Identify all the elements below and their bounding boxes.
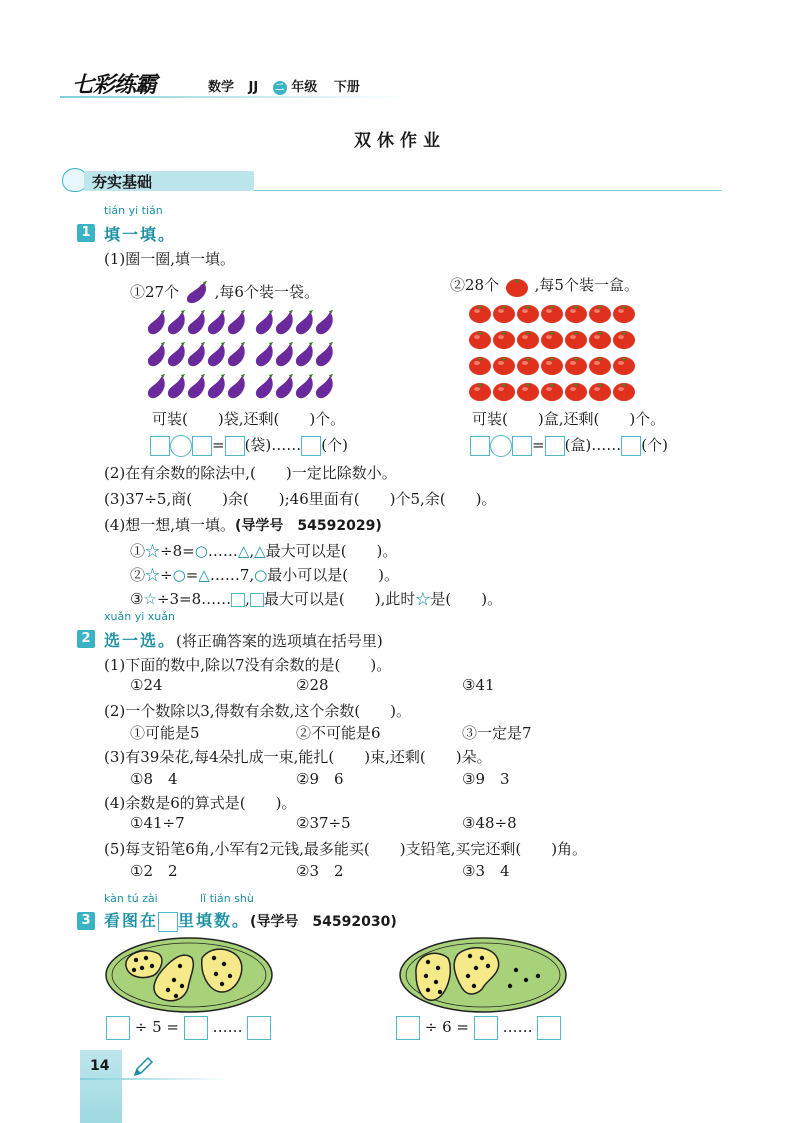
q2-note: (将正确答案的选项填在括号里): [176, 632, 383, 650]
eggplant-icon: [146, 374, 168, 404]
answer-box[interactable]: [512, 436, 532, 456]
circle-icon: ○: [172, 566, 186, 584]
q1-p1-label: (1)圈一圈,填一填。: [104, 250, 236, 268]
eggplant-icon: [294, 374, 316, 404]
answer-box[interactable]: [470, 436, 490, 456]
section-banner: [62, 168, 722, 194]
expr-part: ÷3=8……: [156, 590, 232, 608]
tomato-icon: [468, 300, 492, 328]
plate-illustration-1: [104, 936, 274, 1014]
tomato-icon: [588, 378, 612, 406]
tomato-icon: [540, 300, 564, 328]
eggplant-icon: [226, 310, 248, 340]
answer-box[interactable]: [225, 436, 245, 456]
unit-bags: (袋)……: [244, 436, 302, 454]
q2-title-row: [104, 628, 383, 651]
q1-pinyin: tián yi tián: [104, 204, 163, 217]
title-box-icon: [158, 912, 178, 932]
q1-p1a-post: ,每6个装一袋。: [214, 283, 319, 301]
eggplant-icon: [314, 374, 336, 404]
plate-illustration-2: [398, 936, 568, 1014]
q2-option-c[interactable]: ③一定是7: [462, 724, 532, 742]
footer-line: [80, 1078, 230, 1080]
item-mark: ②: [130, 566, 146, 584]
tomato-icon: [468, 378, 492, 406]
eggplant-icon: [254, 374, 276, 404]
eggplant-icon: [206, 310, 228, 340]
banner-line: [254, 190, 722, 191]
expr-part: ÷8=: [160, 542, 195, 560]
q1-p1a-eq: [150, 434, 348, 457]
page-title: 双休作业: [354, 131, 446, 151]
q2-option-b[interactable]: ②28: [296, 676, 329, 694]
tomato-icon: [468, 326, 492, 354]
answer-box[interactable]: [192, 436, 212, 456]
q3-title-a: 看图在: [104, 911, 159, 930]
q1-p4-label: [104, 514, 382, 535]
expr-part: 最大可以是( ),此时: [263, 590, 416, 608]
q1-p1b-pre: ②28个: [450, 276, 500, 294]
eggplant-icon: [226, 374, 248, 404]
q1-p4-text: (4)想一想,填一填。: [104, 516, 236, 534]
eggplant-icon: [206, 374, 228, 404]
eggplant-icon: [186, 310, 208, 340]
q1-body: [104, 248, 744, 608]
q2-option-c[interactable]: ③48÷8: [462, 814, 517, 832]
header-grade: 年级: [291, 80, 318, 95]
q3-title-b: 里填数。: [178, 911, 251, 930]
q1-p1b-eq: [470, 434, 668, 457]
circle-icon: ○: [194, 542, 208, 560]
eggplant-icon: [254, 342, 276, 372]
answer-box[interactable]: [621, 436, 641, 456]
q2-option-c[interactable]: ③41: [462, 676, 495, 694]
q1-p1b-post: ,每5个装一盒。: [534, 276, 639, 294]
q1-p3: (3)37÷5,商( )余( );46里面有( )个5,余( )。: [104, 490, 497, 508]
q2-question: (1)下面的数中,除以7没有余数的是( )。: [104, 656, 392, 674]
answer-box[interactable]: [474, 1016, 498, 1040]
q2-option-b[interactable]: ②37÷5: [296, 814, 351, 832]
expr-part: ……7,: [209, 566, 255, 584]
tomato-icon: [612, 352, 636, 380]
triangle-icon: △: [254, 542, 266, 560]
eggplant-icon: [166, 342, 188, 372]
answer-box[interactable]: [106, 1016, 130, 1040]
q2-option-b[interactable]: ②9 6: [296, 770, 344, 788]
triangle-icon: △: [198, 566, 210, 584]
eggplant-icon: [226, 342, 248, 372]
expr-part: ,: [249, 542, 255, 560]
expr-part: ÷: [160, 566, 173, 584]
eggplant-icon: [166, 310, 188, 340]
tomato-icon: [492, 300, 516, 328]
operator-circle[interactable]: [490, 435, 512, 457]
tomato-icon: [612, 378, 636, 406]
q3-title-row: [104, 908, 397, 932]
tomato-grid: [468, 300, 638, 410]
expr-part: 最小可以是( )。: [267, 566, 399, 584]
q1-p4-1: [130, 540, 397, 561]
answer-box[interactable]: [396, 1016, 420, 1040]
answer-box[interactable]: [537, 1016, 561, 1040]
grade-badge: 二: [273, 81, 287, 95]
tomato-icon: [564, 326, 588, 354]
q2-option-b[interactable]: ②3 2: [296, 862, 344, 880]
q1-p1a-fill: 可装( )袋,还剩( )个。: [152, 410, 346, 428]
q1-number: 1: [77, 224, 95, 242]
header-subject: [208, 76, 360, 95]
q2-option-a[interactable]: ①可能是5: [130, 724, 200, 742]
eggplant-icon: [146, 342, 168, 372]
q2-title: 选一选。: [104, 631, 177, 650]
eggplant-icon: [254, 310, 276, 340]
tomato-icon: [492, 326, 516, 354]
item-mark: ①: [130, 542, 146, 560]
eggplant-icon: [146, 310, 168, 340]
eq-dots: ……: [212, 1018, 243, 1036]
tomato-icon: [588, 352, 612, 380]
page-number: 14: [90, 1058, 110, 1074]
q1-p1a: [130, 280, 319, 306]
expr-part: ,: [245, 590, 250, 608]
equals-sign: =: [532, 436, 545, 454]
brand-logo: 七彩练霸: [72, 72, 157, 98]
circle-icon: ○: [254, 566, 268, 584]
tomato-icon: [504, 274, 530, 298]
expr-part: 最大可以是( )。: [265, 542, 398, 560]
expr-part: =: [185, 566, 199, 584]
tomato-icon: [540, 378, 564, 406]
pencil-icon: [132, 1056, 154, 1078]
guide-number: (导学号 54592029): [235, 518, 382, 534]
banner-text: 夯实基础: [92, 173, 153, 191]
tomato-icon: [516, 300, 540, 328]
eggplant-icon: [274, 342, 296, 372]
q2-option-a[interactable]: ①24: [130, 676, 163, 694]
star-icon: ☆: [145, 566, 161, 584]
tomato-icon: [492, 352, 516, 380]
q3-pinyin-1: kàn tú zài: [104, 892, 158, 905]
q2-question: (4)余数是6的算式是( )。: [104, 794, 297, 812]
q1-p4-3: [130, 588, 502, 609]
triangle-icon: △: [237, 542, 250, 560]
eggplant-icon: [294, 342, 316, 372]
eq-operator: ÷ 5 =: [134, 1018, 179, 1036]
star-icon: ☆: [145, 542, 161, 560]
tomato-icon: [588, 326, 612, 354]
q2-option-c[interactable]: ③3 4: [462, 862, 510, 880]
q2-option-a[interactable]: ①41÷7: [130, 814, 185, 832]
header-edition: JJ: [248, 80, 259, 95]
eggplant-icon: [206, 342, 228, 372]
eggplant-icon: [186, 374, 208, 404]
q1-title: 填一填。: [104, 225, 177, 244]
tomato-icon: [516, 378, 540, 406]
tomato-icon: [468, 352, 492, 380]
answer-box[interactable]: [150, 436, 170, 456]
answer-box[interactable]: [247, 1016, 271, 1040]
q3-guide: (导学号 54592030): [250, 914, 397, 930]
q2-number: 2: [77, 630, 95, 648]
expr-part: ……: [207, 542, 238, 560]
q1-p4-2: [130, 564, 399, 585]
square-icon: [231, 593, 245, 607]
header-volume: 下册: [333, 80, 360, 95]
q3-number: 3: [77, 912, 95, 930]
q1-p1b-fill: 可装( )盒,还剩( )个。: [472, 410, 666, 428]
q2-option-a[interactable]: ①2 2: [130, 862, 178, 880]
tomato-icon: [612, 326, 636, 354]
tomato-icon: [588, 300, 612, 328]
tomato-icon: [492, 378, 516, 406]
item-mark: ③: [130, 590, 144, 608]
header-subject-text: 数学: [208, 80, 235, 95]
eggplant-icon: [274, 310, 296, 340]
q3-pinyin-2: lǐ tián shù: [200, 892, 254, 905]
tomato-icon: [540, 352, 564, 380]
tomato-icon: [564, 352, 588, 380]
q2-option-a[interactable]: ①8 4: [130, 770, 178, 788]
star-icon: ☆: [143, 590, 157, 608]
tomato-icon: [516, 352, 540, 380]
q3-eq-2: [396, 1016, 561, 1040]
tomato-icon: [516, 326, 540, 354]
eggplant-icon: [184, 280, 210, 306]
tomato-icon: [612, 300, 636, 328]
answer-box[interactable]: [184, 1016, 208, 1040]
eggplant-icon: [186, 342, 208, 372]
equals-sign: =: [212, 436, 225, 454]
q2-option-b[interactable]: ②不可能是6: [296, 724, 381, 742]
square-icon: [250, 593, 264, 607]
q2-question: (3)有39朵花,每4朵扎成一束,能扎( )束,还剩( )朵。: [104, 748, 492, 766]
unit-boxes: (盒)……: [564, 436, 622, 454]
q2-question: (5)每支铅笔6角,小军有2元钱,最多能买( )支铅笔,买完还剩( )角。: [104, 840, 588, 858]
eggplant-icon: [314, 342, 336, 372]
tomato-icon: [564, 378, 588, 406]
answer-box[interactable]: [545, 436, 565, 456]
q2-question: (2)一个数除以3,得数有余数,这个余数( )。: [104, 702, 412, 720]
q1-p1b: [450, 274, 639, 298]
expr-part: 是( )。: [430, 590, 503, 608]
eq-operator: ÷ 6 =: [424, 1018, 469, 1036]
q2-option-c[interactable]: ③9 3: [462, 770, 510, 788]
unit-items: (个): [321, 436, 349, 454]
answer-box[interactable]: [301, 436, 321, 456]
eggplant-icon: [274, 374, 296, 404]
header-bar: [60, 66, 410, 98]
q2-pinyin: xuǎn yi xuǎn: [104, 610, 175, 623]
eggplant-icon: [166, 374, 188, 404]
tomato-icon: [564, 300, 588, 328]
tomato-icon: [540, 326, 564, 354]
eggplant-grid: [146, 310, 346, 406]
q2-body: [104, 654, 744, 884]
q1-p1a-pre: ①27个: [130, 283, 180, 301]
eggplant-icon: [294, 310, 316, 340]
operator-circle[interactable]: [170, 435, 192, 457]
q3-eq-1: [106, 1016, 271, 1040]
q1-p2: (2)在有余数的除法中,( )一定比除数小。: [104, 464, 397, 482]
star-icon: ☆: [415, 590, 431, 608]
eq-dots: ……: [502, 1018, 533, 1036]
eggplant-icon: [314, 310, 336, 340]
unit-items: (个): [641, 436, 669, 454]
